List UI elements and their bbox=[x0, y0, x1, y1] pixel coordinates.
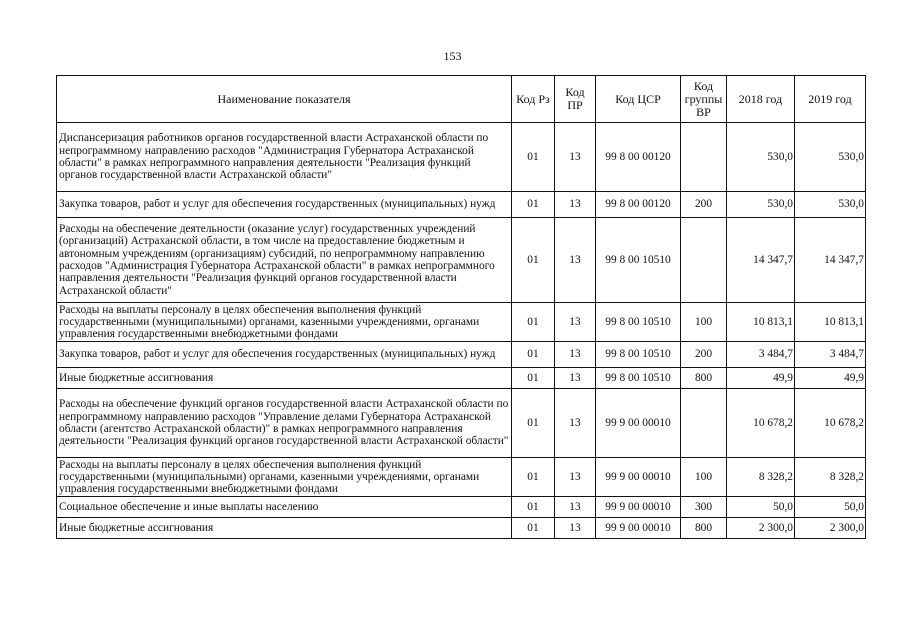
row-vr: 800 bbox=[681, 518, 727, 539]
row-name: Расходы на выплаты персоналу в целях обеспечения выполнения функций государственными (муниципальными) органами, казенными учреждениями, органами управления государственными внебюджетными фондами bbox=[57, 303, 512, 342]
row-2019: 2 300,0 bbox=[795, 518, 866, 539]
row-vr bbox=[681, 123, 727, 192]
row-csr: 99 8 00 10510 bbox=[596, 368, 681, 389]
row-pr: 13 bbox=[555, 123, 596, 192]
row-rz: 01 bbox=[512, 458, 555, 497]
row-name: Закупка товаров, работ и услуг для обеспечения государственных (муниципальных) нужд bbox=[57, 192, 512, 218]
row-vr: 200 bbox=[681, 192, 727, 218]
row-name: Расходы на обеспечение деятельности (оказание услуг) государственных учреждений (организаций) Астраханской области, в том числе на предоставление бюджетным и автономным учреждениям (организациям) субсидий, по непрограммному направлению расходов "Администрация Губернатора Астраханской области" в рамках непрограммного направления деятельности "Реализация функций органов государственной власти Астраханской области" bbox=[57, 218, 512, 303]
row-2018: 3 484,7 bbox=[727, 342, 795, 368]
row-rz: 01 bbox=[512, 497, 555, 518]
table-row bbox=[57, 342, 866, 368]
row-2019: 10 813,1 bbox=[795, 303, 866, 342]
table-row bbox=[57, 518, 866, 539]
row-csr: 99 9 00 00010 bbox=[596, 497, 681, 518]
row-vr bbox=[681, 218, 727, 303]
row-name: Социальное обеспечение и иные выплаты населению bbox=[57, 497, 512, 518]
row-2019: 50,0 bbox=[795, 497, 866, 518]
table-row bbox=[57, 458, 866, 497]
row-vr: 100 bbox=[681, 303, 727, 342]
budget-table bbox=[56, 75, 866, 539]
header-csr: Код ЦСР bbox=[596, 76, 681, 123]
row-2018: 49,9 bbox=[727, 368, 795, 389]
row-pr: 13 bbox=[555, 303, 596, 342]
row-2019: 530,0 bbox=[795, 192, 866, 218]
row-csr: 99 8 00 00120 bbox=[596, 123, 681, 192]
table-row bbox=[57, 368, 866, 389]
row-pr: 13 bbox=[555, 218, 596, 303]
row-pr: 13 bbox=[555, 458, 596, 497]
row-rz: 01 bbox=[512, 518, 555, 539]
row-pr: 13 bbox=[555, 192, 596, 218]
row-name: Расходы на обеспечение функций органов государственной власти Астраханской области по непрограммному направлению расходов "Управление делами Губернатора Астраханской области (агентство Астраханской области)" в рамках непрограммного направления деятельности "Реализация функций органов государственной власти Астраханской области" bbox=[57, 389, 512, 458]
row-2019: 10 678,2 bbox=[795, 389, 866, 458]
row-vr: 800 bbox=[681, 368, 727, 389]
row-2019: 3 484,7 bbox=[795, 342, 866, 368]
row-vr bbox=[681, 389, 727, 458]
table-row bbox=[57, 218, 866, 303]
table-row bbox=[57, 303, 866, 342]
table-row bbox=[57, 497, 866, 518]
row-name: Закупка товаров, работ и услуг для обеспечения государственных (муниципальных) нужд bbox=[57, 342, 512, 368]
table-row bbox=[57, 389, 866, 458]
row-2018: 8 328,2 bbox=[727, 458, 795, 497]
row-2018: 50,0 bbox=[727, 497, 795, 518]
row-2018: 2 300,0 bbox=[727, 518, 795, 539]
row-name: Иные бюджетные ассигнования bbox=[57, 368, 512, 389]
table-row bbox=[57, 123, 866, 192]
row-csr: 99 8 00 10510 bbox=[596, 342, 681, 368]
row-csr: 99 9 00 00010 bbox=[596, 518, 681, 539]
row-2019: 530,0 bbox=[795, 123, 866, 192]
row-rz: 01 bbox=[512, 123, 555, 192]
table-row bbox=[57, 192, 866, 218]
row-pr: 13 bbox=[555, 497, 596, 518]
row-rz: 01 bbox=[512, 192, 555, 218]
header-vr: Код группы ВР bbox=[681, 76, 727, 123]
row-2019: 49,9 bbox=[795, 368, 866, 389]
row-vr: 200 bbox=[681, 342, 727, 368]
row-rz: 01 bbox=[512, 389, 555, 458]
row-2018: 530,0 bbox=[727, 192, 795, 218]
row-name: Иные бюджетные ассигнования bbox=[57, 518, 512, 539]
row-vr: 300 bbox=[681, 497, 727, 518]
row-csr: 99 8 00 10510 bbox=[596, 218, 681, 303]
header-pr: Код ПР bbox=[555, 76, 596, 123]
row-2018: 10 678,2 bbox=[727, 389, 795, 458]
row-csr: 99 8 00 10510 bbox=[596, 303, 681, 342]
row-2018: 530,0 bbox=[727, 123, 795, 192]
row-pr: 13 bbox=[555, 342, 596, 368]
row-pr: 13 bbox=[555, 518, 596, 539]
page-number: 153 bbox=[443, 49, 462, 63]
row-2019: 14 347,7 bbox=[795, 218, 866, 303]
row-name: Диспансеризация работников органов государственной власти Астраханской области по непрограммному направлению расходов "Администрация Губернатора Астраханской области" в рамках непрограммного направления деятельности "Реализация функций органов государственной власти Астраханской области" bbox=[57, 123, 512, 192]
row-rz: 01 bbox=[512, 303, 555, 342]
row-rz: 01 bbox=[512, 218, 555, 303]
row-rz: 01 bbox=[512, 342, 555, 368]
row-vr: 100 bbox=[681, 458, 727, 497]
table-header-row bbox=[57, 76, 866, 123]
header-name: Наименование показателя bbox=[57, 76, 512, 123]
row-csr: 99 8 00 00120 bbox=[596, 192, 681, 218]
row-2018: 14 347,7 bbox=[727, 218, 795, 303]
header-2018: 2018 год bbox=[727, 76, 795, 123]
row-pr: 13 bbox=[555, 368, 596, 389]
row-csr: 99 9 00 00010 bbox=[596, 389, 681, 458]
header-rz: Код Рз bbox=[512, 76, 555, 123]
row-csr: 99 9 00 00010 bbox=[596, 458, 681, 497]
row-2018: 10 813,1 bbox=[727, 303, 795, 342]
row-2019: 8 328,2 bbox=[795, 458, 866, 497]
row-name: Расходы на выплаты персоналу в целях обеспечения выполнения функций государственными (муниципальными) органами, казенными учреждениями, органами управления государственными внебюджетными фондами bbox=[57, 458, 512, 497]
row-rz: 01 bbox=[512, 368, 555, 389]
header-2019: 2019 год bbox=[795, 76, 866, 123]
row-pr: 13 bbox=[555, 389, 596, 458]
